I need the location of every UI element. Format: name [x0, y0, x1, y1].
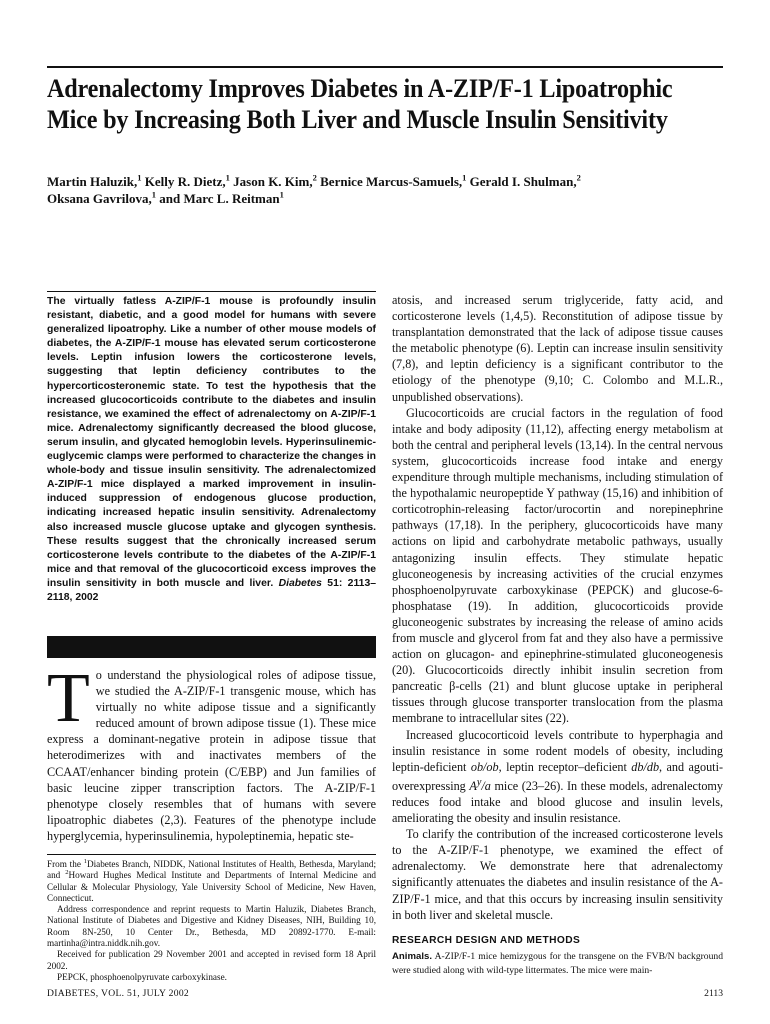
- intro-paragraph: o understand the physiological roles of adipose tissue, we studied the A-ZIP/F-1 transgenic mouse, which has virtually no white adipose tissue and a significantly reduced amount of brown adipose tissue (1). These mice express a dominant-negative protein in adipose tissue that heterodimerizes with and inactivates members of the CCAAT/enhancer binding protein (C/EBP) and Jun families of basic leucine zipper transcription factors. The A-ZIP/F-1 phenotype closely resembles that of humans with severe lipoatrophic diabetes (2,3). Features of the phenotype include hyperglycemia, hyperinsulinemia, hypoleptinemia, hepatic ste-: [47, 668, 376, 843]
- author-affiliation-mark: 1: [462, 172, 467, 183]
- abstract-rule: [47, 291, 376, 292]
- running-footer: DIABETES, VOL. 51, JULY 2002: [47, 988, 190, 999]
- page-number: 2113: [704, 988, 723, 999]
- author: Jason K. Kim,: [233, 174, 313, 189]
- author: Bernice Marcus-Samuels,: [320, 174, 463, 189]
- paragraph: Glucocorticoids are crucial factors in the regulation of food intake and body adiposity (11,12), affecting energy metabolism at both the central and peripheral levels (13,14). In the central nervous system, glucocorticoids increase food intake and energy expenditure through multiple mechanisms, including stimulation of the hypothalamic neuropeptide Y pathway (15,16) and inhibition of corticotrophin-releasing factor/urocortin and norepinephrine pathways (17,18). In the periphery, glucocorticoids have many actions on lipid and carbohydrate metabolic pathways, usually antagonizing insulin effects. They stimulate hepatic gluconeogenesis by increasing activities of the crucial enzymes phosphoenolpyruvate carboxykinase (PEPCK) and glucose-6-phosphatase (19). In addition, glucocorticoids provide gluconeogenic substrates by increasing the release of amino acids from muscle and glycerol from fat and they also have a permissive action on glucagon- and epinephrine-stimulated gluconeogenesis (20). Glucocorticoids directly inhibit insulin secretion from pancreatic β-cells (21) and blunt glucose uptake in peripheral tissues through glucose transporter translocation from the plasma membrane to intracellular sites (22).: [392, 405, 723, 726]
- author: and Marc L. Reitman: [159, 191, 280, 206]
- genotype-ay-sup: y: [476, 776, 482, 788]
- genotype-db: db/db: [631, 759, 660, 774]
- author-affiliation-mark: 2: [312, 172, 317, 183]
- article-title: Adrenalectomy Improves Diabetes in A-ZIP/F-1 Lipoatrophic Mice by Increasing Both Liver and Muscle Insulin Sensitivity: [47, 74, 673, 134]
- text-span: mice (23–26). In these models, adrenalectomy reduces food intake and blood glucose and insulin levels, ameliorating the obesity and insulin resistance.: [392, 778, 723, 826]
- abstract-text: The virtually fatless A-ZIP/F-1 mouse is profoundly insulin resistant, diabetic, and a good model for humans with severe generalized lipoatrophy. Like a number of other mouse models of diabetes, the A-ZIP/F-1 mouse has elevated serum corticosterone levels. Leptin infusion lowers the corticosterone levels, suggesting that leptin deficiency contributes to the hypercorticosteronemic state. To test the hypothesis that the increased glucocorticoids contribute to the diabetes and insulin resistance, we examined the effect of adrenalectomy on A-ZIP/F-1 mice. Adrenalectomy significantly decreased the blood glucose, serum insulin, and glycated hemoglobin levels. Hyperinsulinemic-euglycemic clamps were performed to characterize the changes in whole-body and tissue insulin sensitivity. The adrenalectomized A-ZIP/F-1 mice displayed a marked improvement in insulin-induced suppression of endogenous glucose production, indicating increased hepatic insulin sensitivity. Adrenalectomy also increased muscle glucose uptake and glycogen synthesis. These results suggest that the chronically increased serum corticosterone levels contribute to the diabetes of the A-ZIP/F-1 mice and that removal of the glucocorticoid excess improves the insulin sensitivity in both muscle and liver.: [47, 296, 376, 589]
- footnote-abbreviations: PEPCK, phosphoenolpyruvate carboxykinase.: [57, 971, 227, 982]
- abstract-journal: Diabetes: [278, 577, 322, 589]
- footnote-affiliations: [47, 859, 376, 904]
- genotype-ay-end: /a: [481, 778, 491, 793]
- footnote-received: Received for publication 29 November 2001 and accepted in revised form 18 April 2002.: [47, 949, 376, 971]
- text-span: , leptin receptor–deficient: [498, 759, 632, 774]
- footnotes: [47, 859, 376, 983]
- author: Gerald I. Shulman,: [469, 174, 577, 189]
- author-affiliation-mark: 1: [137, 172, 142, 183]
- text-span: , and agouti-overexpressing: [392, 759, 724, 793]
- author-affiliation-mark: 1: [151, 189, 156, 200]
- right-column: [392, 292, 723, 923]
- genotype-ay-base: A: [469, 778, 477, 793]
- author-affiliation-mark: 1: [225, 172, 230, 183]
- affiliation-mark: 2: [65, 869, 69, 877]
- paragraph: atosis, and increased serum triglyceride, fatty acid, and corticosterone levels (1,4,5). Reconstitution of adipose tissue by transplantation demonstrated that the lack of adipose tissue causes the metabolic phenotype (6). Leptin can increase insulin sensitivity (7,8), and leptin deficiency is a significant contributor to the etiology of the phenotype (9,10; C. Colombo and M.L.R., unpublished observations).: [392, 293, 723, 404]
- author-affiliation-mark: 1: [279, 189, 284, 200]
- drop-cap: T: [47, 660, 90, 737]
- paragraph: [392, 727, 723, 827]
- text-span: Increased glucocorticoid levels contribute to hyperphagia and insulin resistance in some rodent models of obesity, including leptin-deficient: [392, 727, 723, 774]
- section-heading: RESEARCH DESIGN AND METHODS: [392, 935, 581, 946]
- author-list: [47, 173, 737, 207]
- methods-text: A-ZIP/F-1 mice hemizygous for the transgene on the FVB/N background were studied along with wild-type littermates. The mice were main-: [392, 951, 723, 976]
- subsection-label: Animals.: [392, 951, 432, 962]
- methods-paragraph: [392, 950, 723, 977]
- footnote-affiliation-2: Howard Hughes Medical Institute and Departments of Internal Medicine and Cellular & Molecular Physiology, Yale University School of Medicine, New Haven, Connecticut.: [47, 870, 377, 903]
- genotype-ay: [469, 776, 491, 793]
- footnote-rule: [47, 854, 376, 855]
- footnote-affiliation-1: Diabetes Branch, NIDDK, National Institutes of Health, Bethesda, Maryland; and: [47, 859, 376, 881]
- genotype-ob: ob/ob: [470, 759, 499, 774]
- section-divider-bar: [47, 636, 376, 658]
- abstract-citation: 51: 2113–2118, 2002: [47, 577, 377, 603]
- author: Martin Haluzik,: [47, 174, 138, 189]
- abstract: [47, 295, 376, 605]
- footnote-affiliation-prefix: From the: [47, 859, 84, 869]
- author: Kelly R. Dietz,: [144, 174, 226, 189]
- paragraph: To clarify the contribution of the increased corticosterone levels to the A-ZIP/F-1 phenotype, we examined the effect of adrenalectomy. We demonstrate here that adrenalectomy significantly attenuates the diabetes and insulin resistance of the A-ZIP/F-1 mice, and that this occurs by increasing insulin sensitivity in both liver and skeletal muscle.: [392, 827, 723, 922]
- author-affiliation-mark: 2: [576, 172, 581, 183]
- author: Oksana Gavrilova,: [47, 191, 152, 206]
- affiliation-mark: 1: [83, 857, 87, 865]
- top-rule: [47, 66, 723, 68]
- footnote-correspondence: Address correspondence and reprint requests to Martin Haluzik, Diabetes Branch, National Institute of Diabetes and Digestive and Kidney Diseases, NIH, Building 10, Room 8N-250, 10 Center Dr., Bethesda, MD 20892-1770. E-mail: martinha@intra.niddk.nih.gov.: [47, 904, 376, 949]
- introduction: [47, 660, 376, 844]
